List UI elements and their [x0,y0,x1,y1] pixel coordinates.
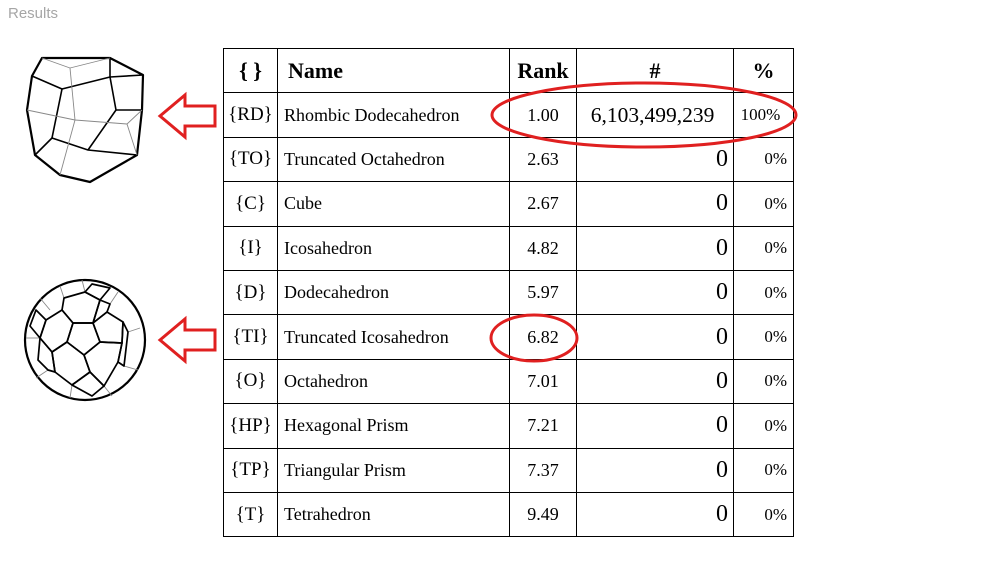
cell-symbol: {TO} [224,137,278,181]
table-row [224,359,794,403]
cell-percent: 0% [734,182,794,226]
cell-percent: 0% [734,315,794,359]
cell-name: Dodecahedron [278,270,510,314]
table-row [224,226,794,270]
cell-rank: 2.67 [510,182,577,226]
cell-rank: 7.37 [510,448,577,492]
table-row [224,270,794,314]
cell-rank: 4.82 [510,226,577,270]
rhombic-dodecahedron-icon [27,58,143,182]
cell-symbol: {D} [224,270,278,314]
cell-count: 0 [577,315,734,359]
cell-name: Triangular Prism [278,448,510,492]
cell-count: 6,103,499,239 [577,93,734,137]
cell-rank: 5.97 [510,270,577,314]
cell-name: Tetrahedron [278,492,510,536]
cell-percent: 0% [734,226,794,270]
cell-percent: 0% [734,448,794,492]
header-rank: Rank [510,49,577,93]
table-header-row [224,49,794,93]
table-row [224,137,794,181]
table-row [224,492,794,536]
header-name: Name [278,49,510,93]
cell-symbol: {RD} [224,93,278,137]
cell-percent: 0% [734,492,794,536]
cell-count: 0 [577,182,734,226]
cell-name: Hexagonal Prism [278,404,510,448]
cell-symbol: {T} [224,492,278,536]
cell-symbol: {HP} [224,404,278,448]
cell-rank: 6.82 [510,315,577,359]
cell-symbol: {O} [224,359,278,403]
cell-count: 0 [577,448,734,492]
cell-symbol: {TP} [224,448,278,492]
cell-count: 0 [577,137,734,181]
cell-symbol: {I} [224,226,278,270]
cell-name: Octahedron [278,359,510,403]
cell-name: Icosahedron [278,226,510,270]
cell-percent: 0% [734,404,794,448]
cell-rank: 2.63 [510,137,577,181]
header-percent: % [734,49,794,93]
table-row [224,315,794,359]
cell-percent: 0% [734,137,794,181]
cell-symbol: {C} [224,182,278,226]
table-row [224,182,794,226]
results-table [223,48,794,537]
cell-name: Truncated Icosahedron [278,315,510,359]
cell-count: 0 [577,359,734,403]
slide-title: Results [8,5,59,22]
table-row [224,93,794,137]
arrow-left-icon [160,95,215,137]
cell-name: Truncated Octahedron [278,137,510,181]
cell-rank: 1.00 [510,93,577,137]
cell-rank: 7.21 [510,404,577,448]
header-count: # [577,49,734,93]
cell-rank: 9.49 [510,492,577,536]
table-row [224,404,794,448]
cell-rank: 7.01 [510,359,577,403]
cell-count: 0 [577,270,734,314]
cell-count: 0 [577,492,734,536]
table-row [224,448,794,492]
cell-name: Rhombic Dodecahedron [278,93,510,137]
cell-count: 0 [577,404,734,448]
header-symbol: { } [224,49,278,93]
cell-symbol: {TI} [224,315,278,359]
cell-percent: 100% [734,93,794,137]
cell-percent: 0% [734,359,794,403]
cell-percent: 0% [734,270,794,314]
arrow-left-icon [160,319,215,361]
cell-name: Cube [278,182,510,226]
cell-count: 0 [577,226,734,270]
truncated-icosahedron-icon [25,280,145,400]
